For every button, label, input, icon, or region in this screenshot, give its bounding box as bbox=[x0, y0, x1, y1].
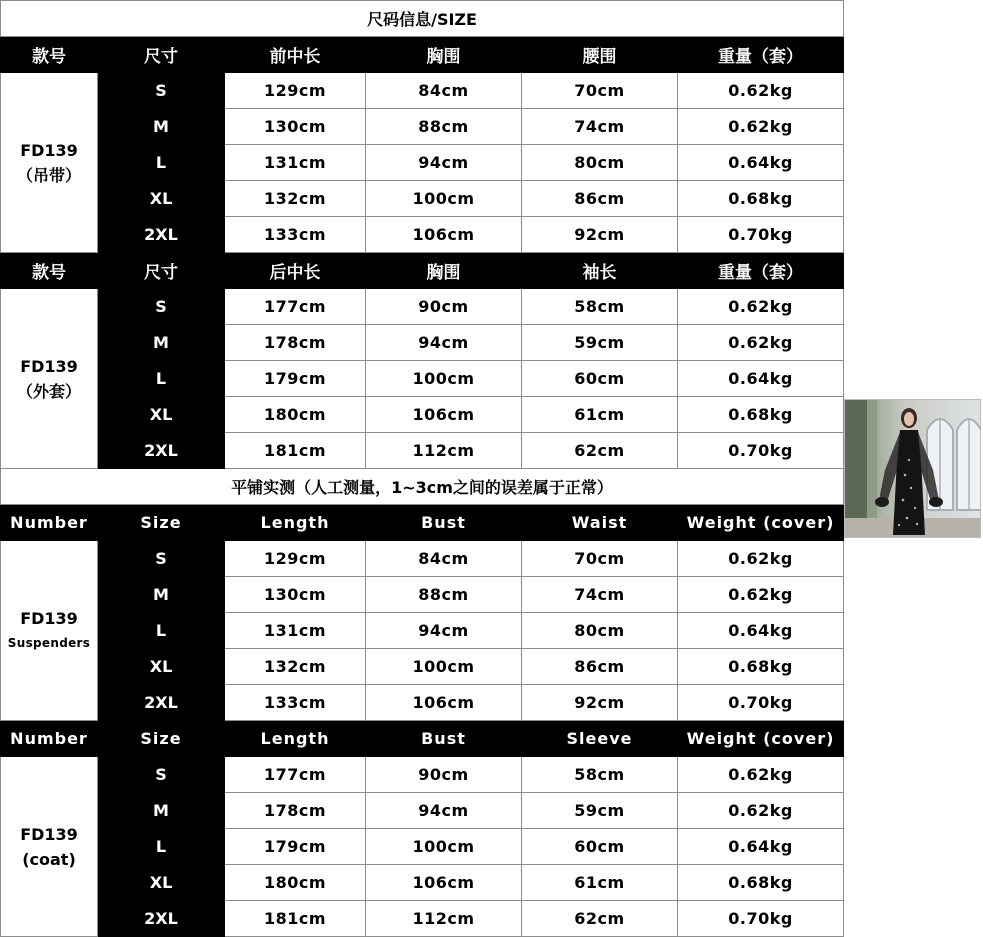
table-row bbox=[1, 217, 844, 253]
measure-cell: 74cm bbox=[522, 577, 678, 613]
length-cell: 179cm bbox=[225, 829, 366, 865]
header-cell: Number bbox=[1, 721, 98, 757]
length-cell: 178cm bbox=[225, 793, 366, 829]
header-cell: 重量（套） bbox=[678, 253, 844, 289]
model-number: FD139 bbox=[20, 356, 78, 376]
table-row bbox=[1, 577, 844, 613]
measure-cell: 61cm bbox=[522, 865, 678, 901]
length-cell: 132cm bbox=[225, 649, 366, 685]
measure-cell: 86cm bbox=[522, 649, 678, 685]
measure-cell: 59cm bbox=[522, 325, 678, 361]
table-row bbox=[1, 289, 844, 325]
measure-cell: 58cm bbox=[522, 289, 678, 325]
weight-cell: 0.70kg bbox=[678, 433, 844, 469]
measurement-note: 平铺实测（人工测量，1~3cm之间的误差属于正常） bbox=[1, 469, 844, 505]
model-number: FD139 bbox=[20, 824, 78, 844]
bust-cell: 84cm bbox=[366, 73, 522, 109]
weight-cell: 0.68kg bbox=[678, 649, 844, 685]
length-cell: 130cm bbox=[225, 577, 366, 613]
header-row bbox=[1, 253, 844, 289]
measure-cell: 60cm bbox=[522, 829, 678, 865]
header-cell: Weight (cover) bbox=[678, 721, 844, 757]
header-cell: 重量（套） bbox=[678, 37, 844, 73]
weight-cell: 0.70kg bbox=[678, 685, 844, 721]
table-row bbox=[1, 649, 844, 685]
header-cell: Number bbox=[1, 505, 98, 541]
measure-cell: 59cm bbox=[522, 793, 678, 829]
measure-cell: 80cm bbox=[522, 613, 678, 649]
model-variant: (coat) bbox=[22, 849, 76, 869]
bust-cell: 94cm bbox=[366, 613, 522, 649]
table-row bbox=[1, 685, 844, 721]
weight-cell: 0.62kg bbox=[678, 541, 844, 577]
header-cell: 款号 bbox=[1, 37, 98, 73]
weight-cell: 0.68kg bbox=[678, 865, 844, 901]
model-number: FD139 bbox=[20, 608, 78, 628]
measure-cell: 60cm bbox=[522, 361, 678, 397]
header-cell: 袖长 bbox=[522, 253, 678, 289]
header-cell: 胸围 bbox=[366, 253, 522, 289]
bust-cell: 94cm bbox=[366, 793, 522, 829]
header-cell: Bust bbox=[366, 505, 522, 541]
model-variant: （外套） bbox=[16, 381, 81, 401]
note-row bbox=[1, 469, 844, 505]
table-row bbox=[1, 73, 844, 109]
table-row bbox=[1, 541, 844, 577]
header-row bbox=[1, 505, 844, 541]
table-row bbox=[1, 793, 844, 829]
product-photo bbox=[844, 399, 981, 538]
model-variant: （吊带） bbox=[16, 165, 81, 185]
bust-cell: 100cm bbox=[366, 649, 522, 685]
header-cell: Weight (cover) bbox=[678, 505, 844, 541]
length-cell: 131cm bbox=[225, 613, 366, 649]
header-cell: Size bbox=[98, 505, 225, 541]
weight-cell: 0.62kg bbox=[678, 793, 844, 829]
weight-cell: 0.68kg bbox=[678, 181, 844, 217]
size-cell: 2XL bbox=[98, 901, 225, 937]
header-cell: Bust bbox=[366, 721, 522, 757]
table-row bbox=[1, 145, 844, 181]
weight-cell: 0.64kg bbox=[678, 361, 844, 397]
header-cell: 尺寸 bbox=[98, 37, 225, 73]
table-row bbox=[1, 361, 844, 397]
size-cell: M bbox=[98, 577, 225, 613]
size-cell: S bbox=[98, 541, 225, 577]
header-row bbox=[1, 721, 844, 757]
table-row bbox=[1, 829, 844, 865]
measure-cell: 70cm bbox=[522, 541, 678, 577]
length-cell: 129cm bbox=[225, 73, 366, 109]
weight-cell: 0.64kg bbox=[678, 145, 844, 181]
bust-cell: 100cm bbox=[366, 181, 522, 217]
weight-cell: 0.62kg bbox=[678, 577, 844, 613]
weight-cell: 0.62kg bbox=[678, 757, 844, 793]
table-row bbox=[1, 181, 844, 217]
header-cell: Sleeve bbox=[522, 721, 678, 757]
size-cell: L bbox=[98, 829, 225, 865]
length-cell: 133cm bbox=[225, 217, 366, 253]
bust-cell: 90cm bbox=[366, 757, 522, 793]
measure-cell: 62cm bbox=[522, 433, 678, 469]
weight-cell: 0.62kg bbox=[678, 325, 844, 361]
bust-cell: 94cm bbox=[366, 325, 522, 361]
measure-cell: 58cm bbox=[522, 757, 678, 793]
weight-cell: 0.70kg bbox=[678, 901, 844, 937]
table-row bbox=[1, 901, 844, 937]
model-variant: Suspenders bbox=[7, 635, 91, 650]
measure-cell: 74cm bbox=[522, 109, 678, 145]
measure-cell: 80cm bbox=[522, 145, 678, 181]
bust-cell: 100cm bbox=[366, 829, 522, 865]
bust-cell: 84cm bbox=[366, 541, 522, 577]
bust-cell: 88cm bbox=[366, 577, 522, 613]
table-row bbox=[1, 325, 844, 361]
weight-cell: 0.68kg bbox=[678, 397, 844, 433]
size-cell: 2XL bbox=[98, 685, 225, 721]
length-cell: 180cm bbox=[225, 865, 366, 901]
title-row bbox=[1, 1, 844, 37]
header-cell: 胸围 bbox=[366, 37, 522, 73]
size-cell: XL bbox=[98, 181, 225, 217]
measure-cell: 62cm bbox=[522, 901, 678, 937]
length-cell: 130cm bbox=[225, 109, 366, 145]
model-cell bbox=[1, 541, 98, 721]
bust-cell: 106cm bbox=[366, 217, 522, 253]
size-cell: M bbox=[98, 325, 225, 361]
table-row bbox=[1, 757, 844, 793]
weight-cell: 0.64kg bbox=[678, 613, 844, 649]
size-cell: S bbox=[98, 289, 225, 325]
bust-cell: 112cm bbox=[366, 901, 522, 937]
header-row bbox=[1, 37, 844, 73]
bust-cell: 106cm bbox=[366, 397, 522, 433]
size-cell: S bbox=[98, 757, 225, 793]
header-cell: 尺寸 bbox=[98, 253, 225, 289]
product-photo-image bbox=[845, 400, 981, 538]
bust-cell: 106cm bbox=[366, 865, 522, 901]
model-cell bbox=[1, 73, 98, 253]
header-cell: Size bbox=[98, 721, 225, 757]
weight-cell: 0.62kg bbox=[678, 73, 844, 109]
measure-cell: 86cm bbox=[522, 181, 678, 217]
bust-cell: 90cm bbox=[366, 289, 522, 325]
length-cell: 129cm bbox=[225, 541, 366, 577]
length-cell: 178cm bbox=[225, 325, 366, 361]
size-cell: M bbox=[98, 793, 225, 829]
length-cell: 177cm bbox=[225, 757, 366, 793]
weight-cell: 0.70kg bbox=[678, 217, 844, 253]
size-cell: 2XL bbox=[98, 433, 225, 469]
header-cell: Length bbox=[225, 505, 366, 541]
weight-cell: 0.64kg bbox=[678, 829, 844, 865]
size-cell: M bbox=[98, 109, 225, 145]
bust-cell: 88cm bbox=[366, 109, 522, 145]
length-cell: 179cm bbox=[225, 361, 366, 397]
header-cell: 后中长 bbox=[225, 253, 366, 289]
size-cell: L bbox=[98, 145, 225, 181]
header-cell: 腰围 bbox=[522, 37, 678, 73]
bust-cell: 100cm bbox=[366, 361, 522, 397]
page-title: 尺码信息/SIZE bbox=[1, 1, 844, 37]
table-row bbox=[1, 397, 844, 433]
table-row bbox=[1, 865, 844, 901]
model-cell bbox=[1, 289, 98, 469]
size-cell: L bbox=[98, 613, 225, 649]
measure-cell: 70cm bbox=[522, 73, 678, 109]
measure-cell: 92cm bbox=[522, 685, 678, 721]
model-cell bbox=[1, 757, 98, 937]
length-cell: 181cm bbox=[225, 433, 366, 469]
header-cell: Length bbox=[225, 721, 366, 757]
size-cell: XL bbox=[98, 649, 225, 685]
bust-cell: 112cm bbox=[366, 433, 522, 469]
bust-cell: 106cm bbox=[366, 685, 522, 721]
measure-cell: 92cm bbox=[522, 217, 678, 253]
size-cell: XL bbox=[98, 397, 225, 433]
header-cell: Waist bbox=[522, 505, 678, 541]
length-cell: 132cm bbox=[225, 181, 366, 217]
weight-cell: 0.62kg bbox=[678, 289, 844, 325]
length-cell: 133cm bbox=[225, 685, 366, 721]
bust-cell: 94cm bbox=[366, 145, 522, 181]
length-cell: 181cm bbox=[225, 901, 366, 937]
measure-cell: 61cm bbox=[522, 397, 678, 433]
model-number: FD139 bbox=[20, 140, 78, 160]
header-cell: 前中长 bbox=[225, 37, 366, 73]
length-cell: 131cm bbox=[225, 145, 366, 181]
table-row bbox=[1, 613, 844, 649]
header-cell: 款号 bbox=[1, 253, 98, 289]
length-cell: 177cm bbox=[225, 289, 366, 325]
length-cell: 180cm bbox=[225, 397, 366, 433]
table-row bbox=[1, 109, 844, 145]
size-cell: XL bbox=[98, 865, 225, 901]
size-cell: L bbox=[98, 361, 225, 397]
size-cell: 2XL bbox=[98, 217, 225, 253]
table-row bbox=[1, 433, 844, 469]
size-cell: S bbox=[98, 73, 225, 109]
weight-cell: 0.62kg bbox=[678, 109, 844, 145]
